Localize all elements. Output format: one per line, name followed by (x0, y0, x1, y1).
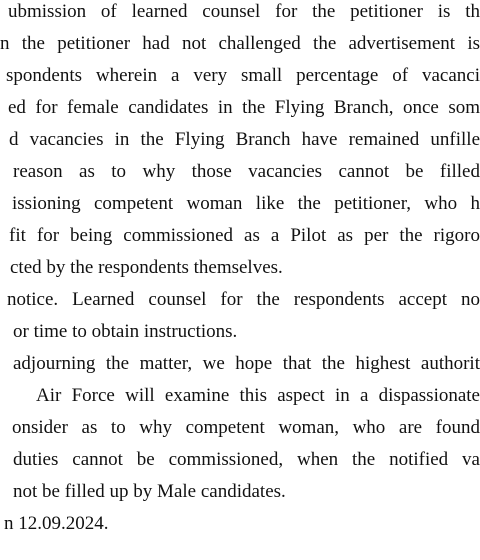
text-line-11: or time to obtain instructions. (13, 321, 238, 342)
text-line-5: d vacancies in the Flying Branch have remained unfille (9, 129, 480, 150)
text-line-2: n the petitioner had not challenged the advertisement is (0, 33, 480, 54)
text-line-15: duties cannot be commissioned, when the notified va (13, 449, 480, 470)
text-line-10: notice. Learned counsel for the respondents accept no (7, 289, 480, 310)
text-line-4: ed for female candidates in the Flying Branch, once som (8, 97, 480, 118)
text-line-14: onsider as to why competent woman, who are found (12, 417, 480, 438)
text-line-12: adjourning the matter, we hope that the highest authorit (13, 353, 480, 374)
text-line-8: fit for being commissioned as a Pilot as per the rigoro (9, 225, 480, 246)
text-line-7: issioning competent woman like the petitioner, who h (12, 193, 480, 214)
text-line-16: not be filled up by Male candidates. (13, 481, 286, 502)
text-line-9: cted by the respondents themselves. (10, 257, 283, 278)
text-line-6: reason as to why those vacancies cannot be filled (13, 161, 480, 182)
text-line-1: ubmission of learned counsel for the petitioner is th (8, 1, 480, 22)
text-line-3: spondents wherein a very small percentage of vacanci (6, 65, 480, 86)
text-line-17: n 12.09.2024. (4, 513, 109, 534)
text-line-13: Air Force will examine this aspect in a dispassionate (36, 385, 480, 406)
